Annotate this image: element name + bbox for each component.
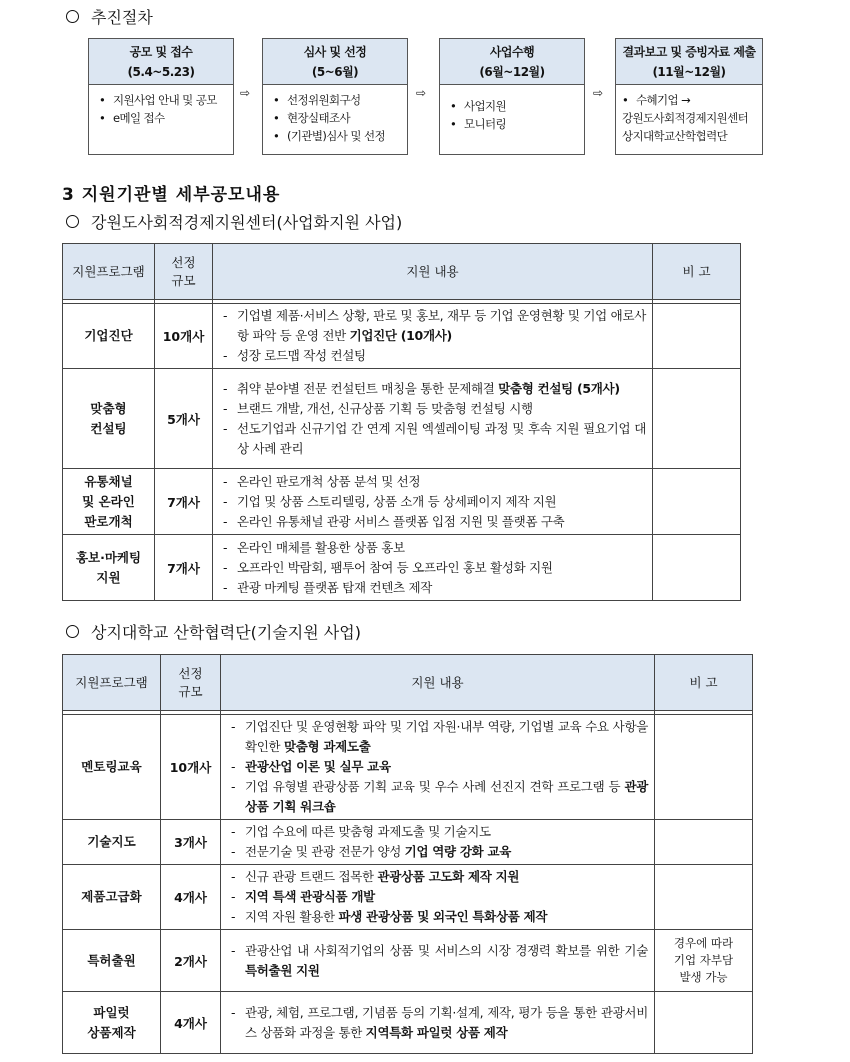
program-content [221, 820, 655, 865]
dash-bullet: - [223, 348, 228, 363]
header-scale: 선정 규모 [161, 655, 221, 711]
step-item: • 현장실태조사 [273, 109, 407, 127]
program-scale: 7개사 [155, 469, 213, 535]
step-header [440, 39, 584, 85]
program-name: 맞춤형 컨설팅 [63, 369, 155, 469]
procedure-step [615, 38, 763, 155]
step-items [263, 91, 407, 145]
text: 온라인 판로개척 상품 분석 및 선정 [237, 473, 421, 489]
right-arrow-icon: ⇨ [593, 86, 604, 100]
header-note: 비 고 [653, 244, 741, 300]
program-scale: 3개사 [161, 820, 221, 865]
text: 관광 마케팅 플랫폼 탑재 컨텐츠 제작 [237, 579, 432, 595]
content-line [219, 399, 646, 419]
bold-text: 지역특화 파일럿 상품 제작 [365, 1024, 508, 1040]
procedure-step [88, 38, 234, 155]
content-line [227, 717, 648, 757]
header-content: 지원 내용 [221, 655, 655, 711]
dash-bullet: - [231, 942, 236, 958]
step-item: • 지원사업 안내 및 공모 [99, 91, 233, 109]
dash-bullet: - [231, 909, 236, 924]
content-line [219, 538, 646, 558]
program-note [655, 715, 753, 820]
step-item: • e메일 접수 [99, 109, 233, 127]
bold-text: 기업 역량 강화 교육 [404, 844, 512, 859]
program-name: 기업진단 [63, 304, 155, 369]
step-items [440, 97, 584, 133]
circle-bullet-icon [66, 215, 79, 228]
text: 기업별 제품·서비스 상황, 판로 및 홍보, 재무 등 기업 운영현황 및 기업 애로사항 파악 등 운영 전반 [237, 308, 646, 343]
table-row [63, 715, 753, 820]
section-title: 3 지원기관별 세부공모내용 [62, 185, 281, 205]
program-content [213, 369, 653, 469]
content-line [227, 1003, 648, 1043]
center-heading: 강원도사회적경제지원센터(사업화지원 사업) [66, 210, 402, 233]
text: 온라인 유통채널 관광 서비스 플랫폼 입점 지원 및 플랫폼 구축 [237, 513, 565, 529]
table-row [63, 304, 741, 369]
table-row [63, 820, 753, 865]
procedure-heading: 추진절차 [66, 5, 153, 28]
program-scale: 4개사 [161, 992, 221, 1054]
bold-text: 기업진단 (10개사) [349, 328, 452, 343]
dash-bullet: - [223, 308, 228, 323]
program-note [653, 369, 741, 469]
dash-bullet: - [231, 844, 236, 859]
step-title: 심사 및 선정 [303, 45, 367, 59]
step-item: • 수혜기업 → [622, 91, 762, 109]
dash-bullet: - [223, 559, 228, 575]
dash-bullet: - [231, 719, 236, 734]
step-period: (11월~12월) [652, 65, 726, 79]
program-content [213, 304, 653, 369]
dash-bullet: - [231, 1004, 236, 1020]
dash-bullet: - [223, 473, 228, 489]
dash-bullet: - [231, 889, 236, 904]
program-scale: 7개사 [155, 535, 213, 601]
content-line [219, 472, 646, 492]
program-scale: 10개사 [155, 304, 213, 369]
content-line [227, 907, 648, 927]
content-line [227, 757, 648, 777]
program-content [221, 992, 655, 1054]
text: 선도기업과 신규기업 간 연계 지원 엑셀레이팅 과정 및 후속 지원 필요기업 대상 사례 관리 [237, 420, 646, 456]
content-line [227, 822, 648, 842]
program-content [213, 469, 653, 535]
step-item: • 모니터링 [450, 115, 584, 133]
header-program: 지원프로그램 [63, 655, 161, 711]
text: 전문기술 및 관광 전문가 양성 [245, 844, 405, 859]
content-line [219, 346, 646, 366]
program-scale: 10개사 [161, 715, 221, 820]
program-name: 특허출원 [63, 930, 161, 992]
right-arrow-icon: ⇨ [240, 86, 251, 100]
bold-text: 특허출원 지원 [245, 962, 320, 978]
text: 기업 유형별 관광상품 기획 교육 및 우수 사례 선진지 견학 프로그램 등 [245, 779, 625, 794]
bold-text: 맞춤형 과제도출 [284, 739, 371, 754]
step-header [263, 39, 407, 85]
program-note [653, 304, 741, 369]
circle-bullet-icon [66, 10, 79, 23]
center-program-table [62, 243, 741, 601]
program-name: 멘토링교육 [63, 715, 161, 820]
program-scale: 5개사 [155, 369, 213, 469]
table-row [63, 469, 741, 535]
program-name: 제품고급화 [63, 865, 161, 930]
text: 브랜드 개발, 개선, 신규상품 기획 등 맞춤형 컨설팅 시행 [237, 400, 533, 416]
step-items [616, 91, 762, 145]
right-arrow-icon: ⇨ [416, 86, 427, 100]
content-line [219, 419, 646, 459]
content-line [227, 777, 648, 817]
program-note [653, 535, 741, 601]
step-header [616, 39, 762, 85]
text: 신규 관광 트랜드 접목한 [245, 869, 378, 884]
dash-bullet: - [223, 513, 228, 529]
program-name: 홍보·마케팅 지원 [63, 535, 155, 601]
content-line [219, 492, 646, 512]
bold-text: 관광상품 고도화 제작 지원 [377, 869, 520, 884]
content-line [227, 842, 648, 862]
table-row [63, 535, 741, 601]
step-period: (6월~12월) [479, 65, 545, 79]
text: 성장 로드맵 작성 컨설팅 [237, 348, 366, 363]
step-title: 사업수행 [489, 45, 535, 59]
dash-bullet: - [231, 779, 236, 794]
content-line [219, 558, 646, 578]
table-row [63, 865, 753, 930]
step-header [89, 39, 233, 85]
bold-text: 맞춤형 컨설팅 (5개사) [498, 380, 620, 396]
dash-bullet: - [223, 579, 228, 595]
text: 취약 분야별 전문 컨설턴트 매칭을 통한 문제해결 [237, 380, 499, 396]
dash-bullet: - [223, 400, 228, 416]
step-item: 상지대학교산학협력단 [622, 129, 728, 143]
text: 관광산업 내 사회적기업의 상품 및 서비스의 시장 경쟁력 확보를 위한 기술 [245, 942, 648, 958]
program-scale: 4개사 [161, 865, 221, 930]
program-content [221, 715, 655, 820]
dash-bullet: - [223, 539, 228, 555]
program-note: 경우에 따라 기업 자부담 발생 가능 [655, 930, 753, 992]
content-line [219, 512, 646, 532]
program-note [653, 469, 741, 535]
content-line [227, 941, 648, 981]
program-content [213, 535, 653, 601]
header-program: 지원프로그램 [63, 244, 155, 300]
program-content [221, 930, 655, 992]
step-title: 공모 및 접수 [129, 45, 193, 59]
dash-bullet: - [223, 380, 228, 396]
dash-bullet: - [231, 824, 236, 839]
step-items [89, 91, 233, 127]
univ-program-table [62, 654, 753, 1054]
content-line [227, 887, 648, 907]
bold-text: 파생 관광상품 및 외국인 특화상품 제작 [338, 909, 548, 924]
table-row [63, 992, 753, 1054]
program-name: 파일럿 상품제작 [63, 992, 161, 1054]
dash-bullet: - [231, 869, 236, 884]
step-period: (5.4~5.23) [127, 65, 195, 79]
program-note [655, 865, 753, 930]
step-item: 강원도사회적경제지원센터 [622, 111, 749, 125]
table-row [63, 369, 741, 469]
program-scale: 2개사 [161, 930, 221, 992]
program-note [655, 820, 753, 865]
text: 오프라인 박람회, 팸투어 참여 등 오프라인 홍보 활성화 지원 [237, 559, 553, 575]
text: 지역 자원 활용한 [245, 909, 339, 924]
dash-bullet: - [231, 759, 236, 774]
table-header-row [63, 244, 741, 300]
text: 관광, 체험, 프로그램, 기념품 등의 기획·설계, 제작, 평가 등을 통한 관광서비스 상품화 과정을 통한 [245, 1004, 648, 1040]
bold-text: 지역 특색 관광식품 개발 [245, 889, 375, 904]
step-title: 결과보고 및 증빙자료 제출 [622, 45, 756, 59]
text: 온라인 매체를 활용한 상품 홍보 [237, 539, 405, 555]
circle-bullet-icon [66, 625, 79, 638]
bold-text: 관광상품 기획 워크숍 [245, 779, 648, 814]
text: 기업 및 상품 스토리텔링, 상품 소개 등 상세페이지 제작 지원 [237, 493, 557, 509]
header-content: 지원 내용 [213, 244, 653, 300]
procedure-step [262, 38, 408, 155]
content-line [227, 867, 648, 887]
content-line [219, 578, 646, 598]
step-item: • (기관별)심사 및 선정 [273, 127, 407, 145]
header-scale: 선정 규모 [155, 244, 213, 300]
text: 기업 수요에 따른 맞춤형 과제도출 및 기술지도 [245, 824, 491, 839]
table-header-row [63, 655, 753, 711]
univ-heading: 상지대학교 산학협력단(기술지원 사업) [66, 620, 361, 643]
program-content [221, 865, 655, 930]
step-period: (5~6월) [311, 65, 359, 79]
content-line [219, 306, 646, 346]
step-item: • 사업지원 [450, 97, 584, 115]
step-item: • 선정위원회구성 [273, 91, 407, 109]
content-line [219, 379, 646, 399]
procedure-step [439, 38, 585, 155]
header-note: 비 고 [655, 655, 753, 711]
text: 기업진단 및 운영현황 파악 및 기업 자원·내부 역량, 기업별 교육 수요 사항을 확인한 [245, 719, 648, 754]
program-name: 유통채널 및 온라인 판로개척 [63, 469, 155, 535]
program-note [655, 992, 753, 1054]
table-row [63, 930, 753, 992]
dash-bullet: - [223, 493, 228, 509]
bold-text: 관광산업 이론 및 실무 교육 [245, 759, 391, 774]
program-name: 기술지도 [63, 820, 161, 865]
dash-bullet: - [223, 420, 228, 436]
